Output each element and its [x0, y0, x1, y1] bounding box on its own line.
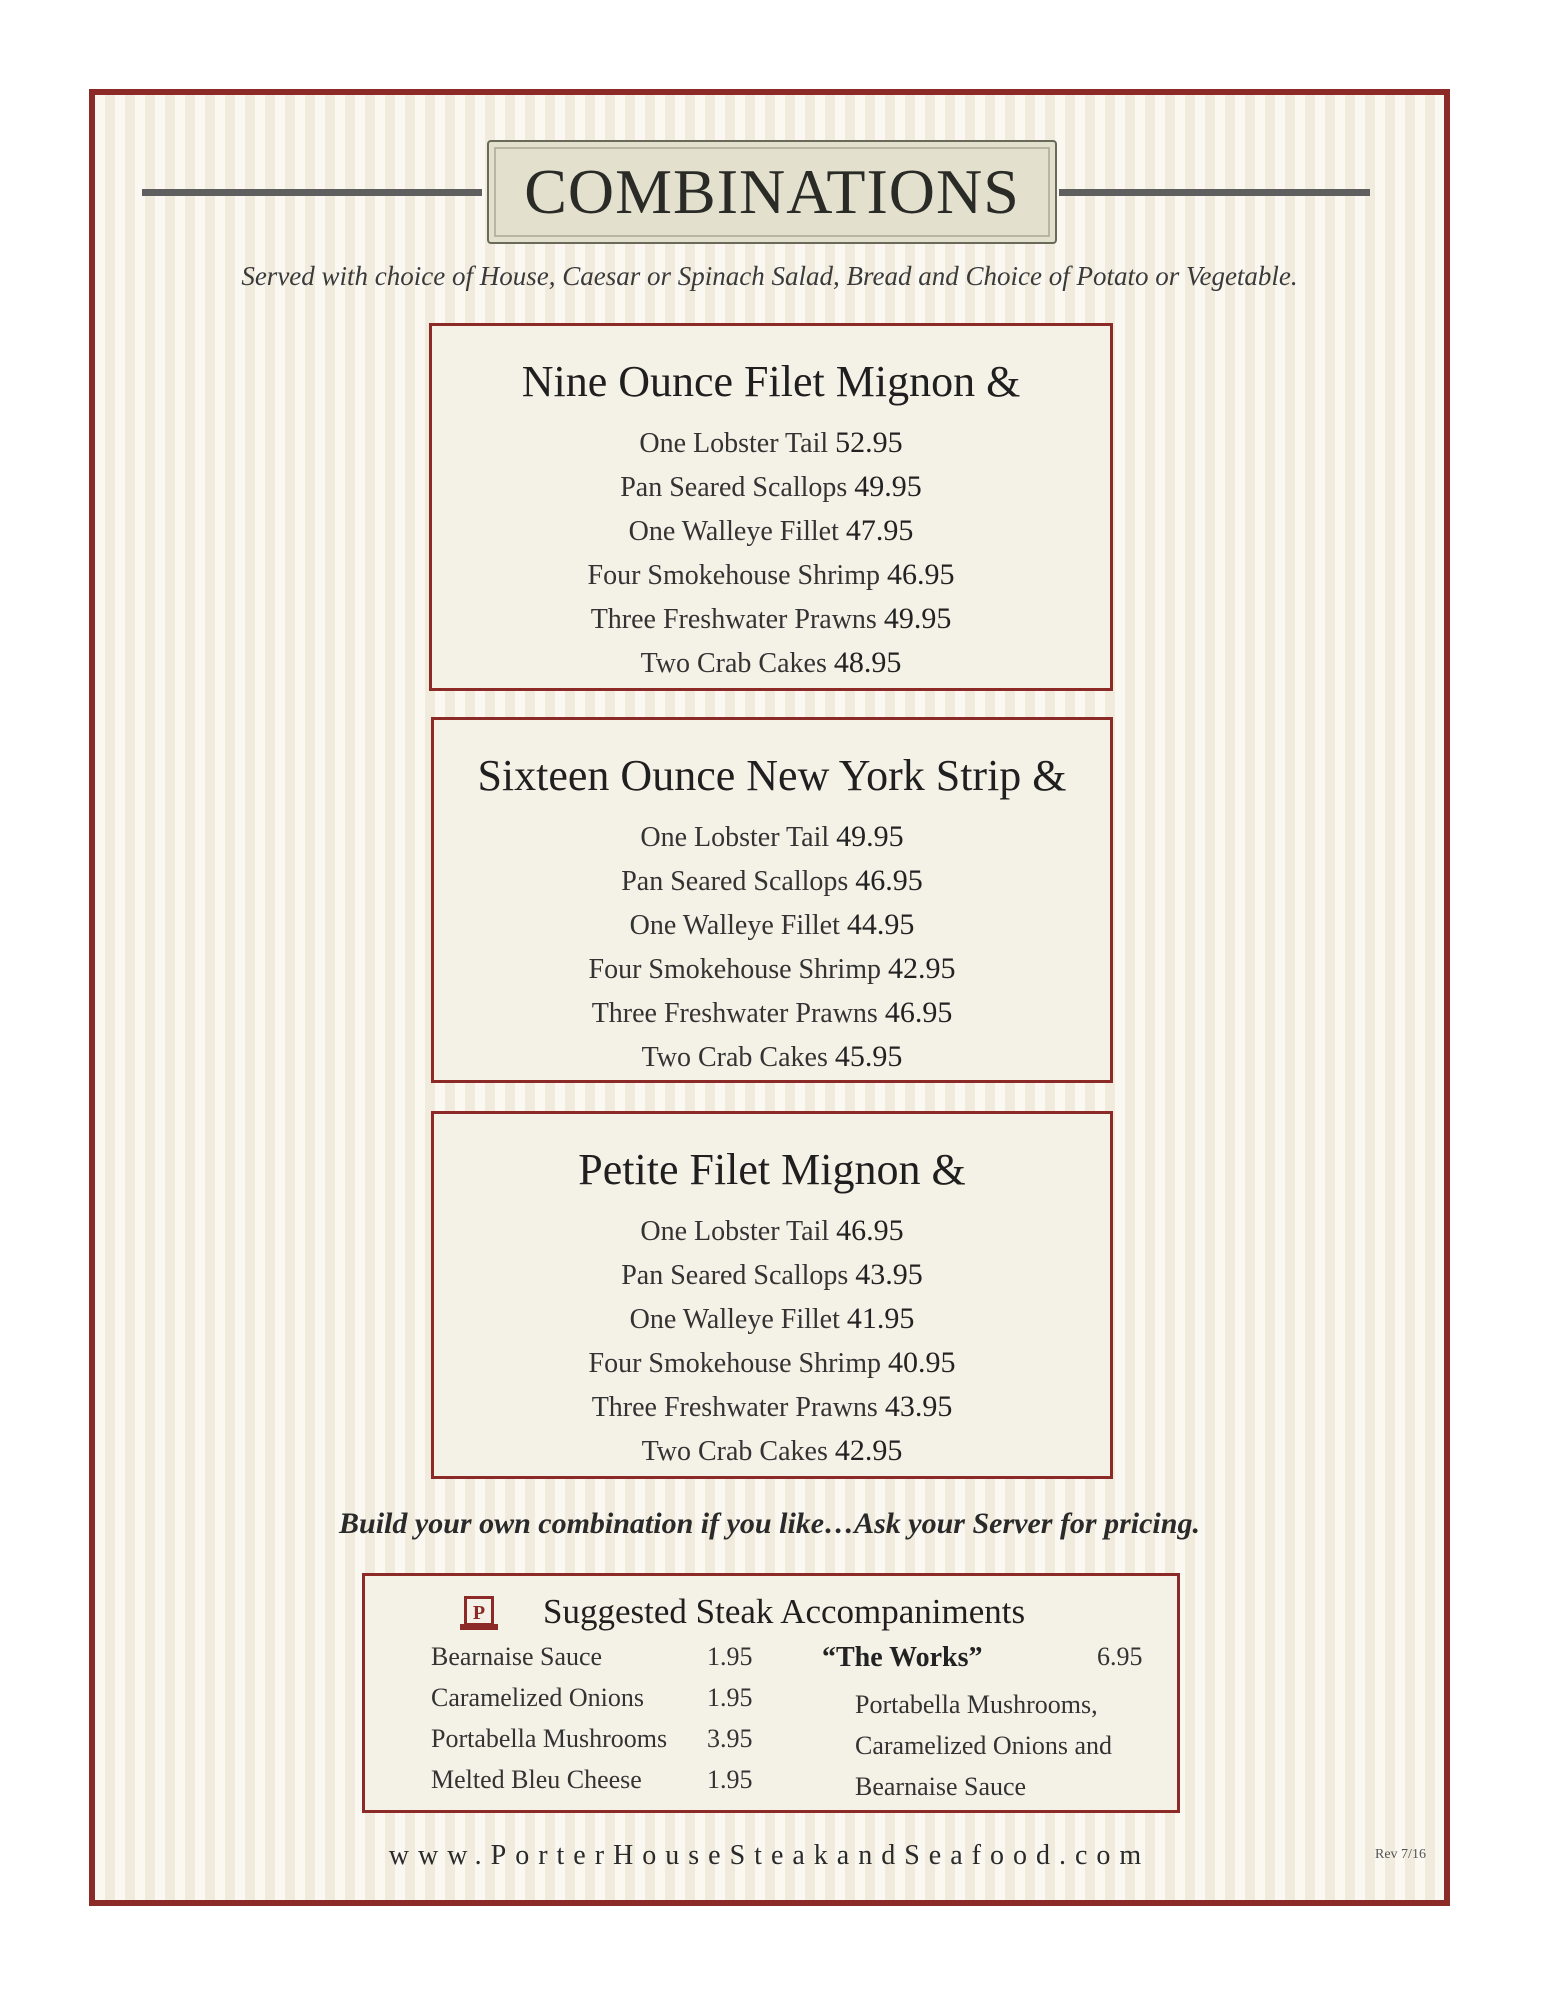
page-title: COMBINATIONS — [524, 156, 1020, 227]
item-name: Three Freshwater Prawns — [590, 604, 877, 635]
item-name: Caramelized Onions — [431, 1683, 644, 1712]
item-name: One Walleye Fillet — [628, 516, 839, 547]
revision-note: Rev 7/16 — [1375, 1847, 1426, 1862]
item-name: Pan Seared Scallops — [621, 1260, 849, 1291]
list-item — [431, 1765, 761, 1806]
menu-item — [434, 1297, 1110, 1341]
logo-letter: P — [472, 1602, 486, 1624]
item-name: Two Crab Cakes — [641, 1042, 828, 1073]
item-price: 52.95 — [835, 426, 903, 459]
item-name: Four Smokehouse Shrimp — [588, 954, 881, 985]
item-price: 46.95 — [886, 558, 955, 591]
menu-item — [432, 509, 1110, 553]
title-plate — [487, 140, 1057, 244]
item-name: Two Crab Cakes — [640, 648, 827, 679]
item-price: 49.95 — [836, 820, 904, 853]
accompaniments-list — [431, 1642, 761, 1806]
works-line: Portabella Mushrooms, — [855, 1690, 1098, 1719]
item-price: 42.95 — [887, 952, 956, 985]
combo-section-ny-strip — [431, 717, 1113, 1083]
menu-item — [432, 421, 1110, 465]
item-price: 48.95 — [833, 646, 902, 679]
item-name: One Walleye Fillet — [629, 1304, 840, 1335]
section-heading: Sixteen Ounce New York Strip & — [477, 751, 1067, 800]
item-name: One Walleye Fillet — [629, 910, 840, 941]
title-rule-left — [142, 189, 482, 196]
combo-section-nine-ounce-filet — [429, 323, 1113, 691]
item-name: Pan Seared Scallops — [621, 866, 849, 897]
item-name: One Lobster Tail — [640, 822, 830, 853]
list-item — [431, 1724, 761, 1765]
menu-item — [432, 641, 1110, 685]
menu-item — [434, 1341, 1110, 1385]
item-price: 49.95 — [854, 470, 922, 503]
item-price: 45.95 — [834, 1040, 903, 1073]
menu-item — [434, 903, 1110, 947]
build-your-own-note: Build your own combination if you like…Ask your Server for pricing. — [339, 1507, 1200, 1540]
list-item — [431, 1683, 761, 1724]
item-name: Four Smokehouse Shrimp — [587, 560, 880, 591]
menu-item — [432, 597, 1110, 641]
item-name: Melted Bleu Cheese — [431, 1765, 642, 1794]
item-price: 42.95 — [834, 1434, 903, 1467]
item-price: 43.95 — [855, 1258, 923, 1291]
works-line: Bearnaise Sauce — [855, 1772, 1027, 1801]
porterhouse-logo-icon — [460, 1594, 498, 1632]
item-price: 41.95 — [846, 1302, 915, 1335]
combo-section-petite-filet — [431, 1111, 1113, 1479]
item-name: Three Freshwater Prawns — [591, 998, 878, 1029]
title-rule-right — [1059, 189, 1370, 196]
item-price: 46.95 — [884, 996, 953, 1029]
item-name: One Lobster Tail — [639, 428, 829, 459]
item-price: 47.95 — [845, 514, 914, 547]
item-price: 1.95 — [707, 1683, 753, 1712]
item-price: 40.95 — [887, 1346, 956, 1379]
the-works-name: “The Works” — [822, 1642, 983, 1673]
item-price: 46.95 — [855, 864, 923, 897]
item-name: One Lobster Tail — [640, 1216, 830, 1247]
item-price: 43.95 — [884, 1390, 953, 1423]
section-heading: Nine Ounce Filet Mignon & — [521, 357, 1021, 406]
menu-item — [432, 465, 1110, 509]
the-works-price: 6.95 — [1097, 1642, 1143, 1671]
item-name: Four Smokehouse Shrimp — [588, 1348, 881, 1379]
website-url: www.PorterHouseSteakandSeafood.com — [388, 1840, 1151, 1871]
menu-item — [434, 1253, 1110, 1297]
works-line: Caramelized Onions and — [855, 1731, 1113, 1760]
item-price: 1.95 — [707, 1765, 753, 1794]
item-price: 3.95 — [707, 1724, 753, 1753]
item-price: 1.95 — [707, 1642, 753, 1671]
menu-item — [434, 991, 1110, 1035]
list-item — [431, 1642, 761, 1683]
menu-item — [432, 553, 1110, 597]
item-price: 46.95 — [836, 1214, 904, 1247]
item-name: Pan Seared Scallops — [620, 472, 848, 503]
menu-page — [89, 89, 1450, 1906]
item-name: Two Crab Cakes — [641, 1436, 828, 1467]
the-works-description — [855, 1684, 1155, 1807]
menu-item — [434, 815, 1110, 859]
item-price: 49.95 — [883, 602, 952, 635]
accompaniments-heading: Suggested Steak Accompaniments — [543, 1592, 1026, 1631]
menu-item — [434, 859, 1110, 903]
item-name: Portabella Mushrooms — [431, 1724, 668, 1753]
item-price: 44.95 — [846, 908, 915, 941]
menu-item — [434, 1209, 1110, 1253]
menu-item — [434, 947, 1110, 991]
served-with-note: Served with choice of House, Caesar or Spinach Salad, Bread and Choice of Potato or Vegetable. — [241, 261, 1298, 291]
accompaniments-box — [362, 1573, 1180, 1813]
menu-item — [434, 1429, 1110, 1473]
item-name: Bearnaise Sauce — [431, 1642, 603, 1671]
menu-item — [434, 1035, 1110, 1079]
section-heading: Petite Filet Mignon & — [578, 1145, 966, 1194]
item-name: Three Freshwater Prawns — [591, 1392, 878, 1423]
menu-item — [434, 1385, 1110, 1429]
